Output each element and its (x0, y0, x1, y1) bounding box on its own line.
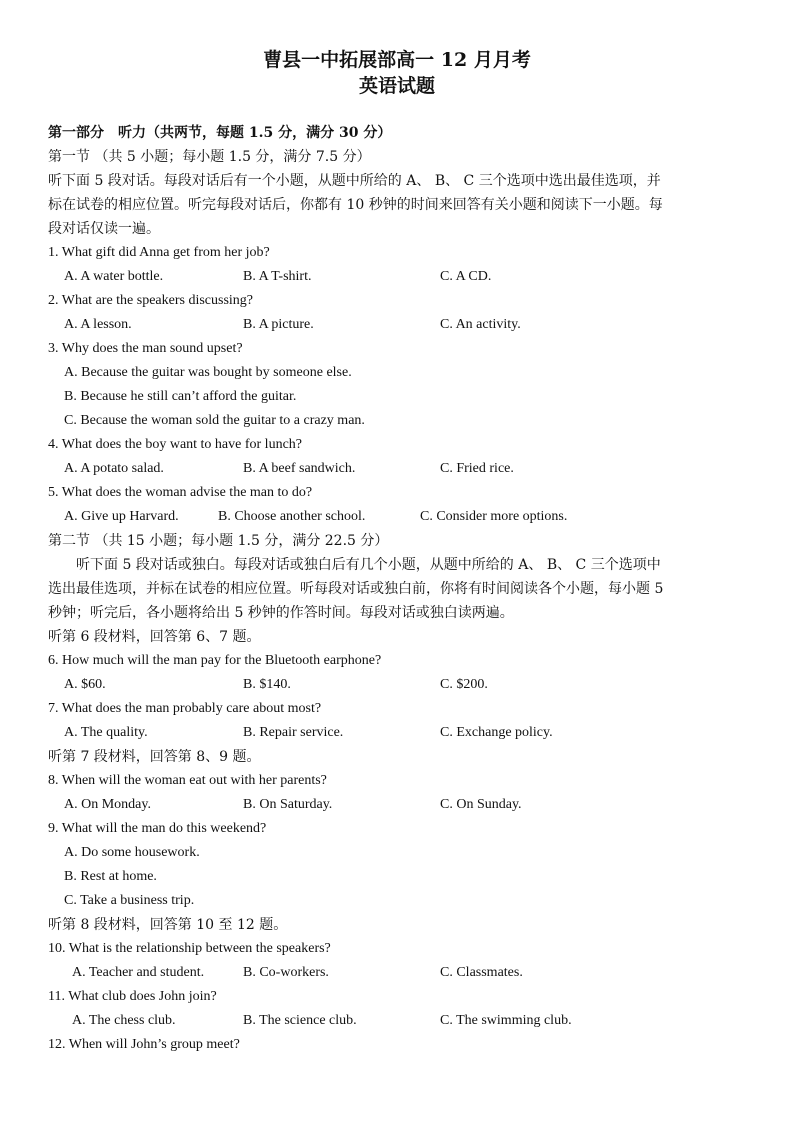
option-a: A. A lesson. (64, 317, 132, 332)
option-a: A. Teacher and student. (72, 965, 205, 980)
section1-instruction-line: 标在试卷的相应位置。听完每段对话后，你都有 10 秒钟的时间来回答有关小题和阅读下一小题。每 (48, 197, 663, 213)
option-a: A. A water bottle. (64, 269, 164, 284)
option-b: B. A picture. (243, 317, 314, 332)
question-stem: 8. When will the woman eat out with her parents? (48, 773, 327, 788)
question-stem: 5. What does the woman advise the man to do? (48, 485, 313, 500)
option-c: C. A CD. (440, 269, 492, 284)
section1-instruction-line: 段对话仅读一遍。 (48, 221, 160, 237)
exam-subtitle: 英语试题 (358, 75, 435, 97)
option-c: C. Fried rice. (440, 461, 514, 476)
option-a: A. Because the guitar was bought by someone else. (64, 365, 352, 380)
option-b: B. On Saturday. (243, 797, 333, 812)
exam-title: 曹县一中拓展部高一 12 月月考 (263, 49, 531, 71)
option-a: A. The chess club. (72, 1013, 176, 1028)
option-c: C. Because the woman sold the guitar to a crazy man. (64, 413, 365, 428)
option-b: B. Because he still can’t afford the guitar. (64, 389, 297, 404)
option-c: C. Classmates. (440, 965, 523, 980)
option-a: A. Give up Harvard. (64, 509, 179, 524)
option-c: C. An activity. (440, 317, 521, 332)
material-note: 听第 7 段材料，回答第 8、9 题。 (48, 749, 261, 765)
option-b: B. Repair service. (243, 725, 344, 740)
option-b: B. A beef sandwich. (243, 461, 356, 476)
question-stem: 12. When will John’s group meet? (48, 1037, 240, 1052)
option-a: A. A potato salad. (64, 461, 164, 476)
option-a: A. $60. (64, 677, 106, 692)
question-stem: 2. What are the speakers discussing? (48, 293, 254, 308)
option-b: B. The science club. (243, 1013, 357, 1028)
option-a: A. Do some housework. (64, 845, 200, 860)
option-b: B. A T-shirt. (243, 269, 312, 284)
option-b: B. Choose another school. (218, 509, 366, 524)
option-c: C. Exchange policy. (440, 725, 553, 740)
option-c: C. The swimming club. (440, 1013, 572, 1028)
option-b: B. $140. (243, 677, 291, 692)
option-c: C. Consider more options. (420, 509, 568, 524)
question-stem: 11. What club does John join? (48, 989, 217, 1004)
option-c: C. On Sunday. (440, 797, 522, 812)
part1-heading: 第一部分 听力（共两节，每题 1.5 分，满分 30 分） (48, 125, 392, 141)
section2-instruction-line: 选出最佳选项，并标在试卷的相应位置。听每段对话或独白前，你将有时间阅读各个小题，每小题 5 (48, 581, 664, 597)
section1-instruction-line: 听下面 5 段对话。每段对话后有一个小题，从题中所给的 A、 B、 C 三个选项中选出最佳选项，并 (48, 173, 661, 189)
option-b: B. Rest at home. (64, 869, 157, 884)
material-note: 听第 6 段材料，回答第 6、7 题。 (48, 629, 261, 645)
section2-instruction-line: 听下面 5 段对话或独白。每段对话或独白后有几个小题，从题中所给的 A、 B、 C 三个选项中 (48, 557, 661, 573)
question-stem: 1. What gift did Anna get from her job? (48, 245, 270, 260)
section2-instruction-line: 秒钟；听完后，各小题将给出 5 秒钟的作答时间。每段对话或独白读两遍。 (48, 605, 514, 621)
question-stem: 4. What does the boy want to have for lunch? (48, 437, 303, 452)
option-c: C. $200. (440, 677, 488, 692)
option-a: A. The quality. (64, 725, 148, 740)
question-stem: 7. What does the man probably care about most? (48, 701, 322, 716)
section1-heading: 第一节 （共 5 小题；每小题 1.5 分，满分 7.5 分） (48, 149, 371, 165)
option-c: C. Take a business trip. (64, 893, 195, 908)
question-stem: 6. How much will the man pay for the Bluetooth earphone? (48, 653, 382, 668)
material-note: 听第 8 段材料，回答第 10 至 12 题。 (48, 917, 288, 933)
section2-heading: 第二节 （共 15 小题；每小题 1.5 分，满分 22.5 分） (48, 533, 389, 549)
option-a: A. On Monday. (64, 797, 151, 812)
question-stem: 9. What will the man do this weekend? (48, 821, 267, 836)
question-stem: 3. Why does the man sound upset? (48, 341, 243, 356)
option-b: B. Co-workers. (243, 965, 329, 980)
question-stem: 10. What is the relationship between the speakers? (48, 941, 331, 956)
